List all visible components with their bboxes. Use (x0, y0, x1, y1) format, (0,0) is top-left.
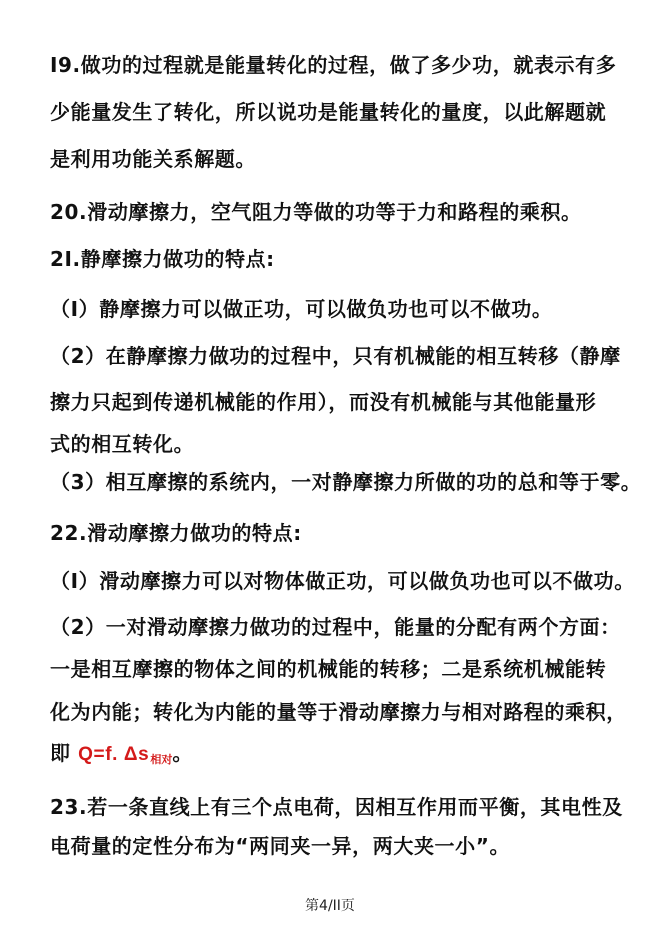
formula-suffix: 。 (172, 741, 193, 765)
text-line: 22.滑动摩擦力做功的特点: (50, 521, 302, 545)
formula-text: Q=f. Δs (78, 744, 150, 765)
text-line: 电荷量的定性分布为“两同夹一异，两大夹一小”。 (50, 834, 511, 858)
text-line: 一是相互摩擦的物体之间的机械能的转移；二是系统机械能转 (50, 657, 607, 681)
text-line: 擦力只起到传递机械能的作用），而没有机械能与其他能量形 (50, 390, 597, 414)
formula-line (50, 740, 193, 773)
text-line: 20.滑动摩擦力，空气阻力等做的功等于力和路程的乘积。 (50, 200, 582, 224)
text-line: （3）相互摩擦的系统内，一对静摩擦力所做的功的总和等于零。 (50, 470, 642, 494)
formula-prefix: 即 (50, 741, 79, 765)
text-line: 式的相互转化。 (50, 432, 195, 456)
text-line: 少能量发生了转化，所以说功是能量转化的量度，以此解题就 (50, 100, 607, 124)
text-line: 2I.静摩擦力做功的特点: (50, 247, 275, 271)
text-line: （I）静摩擦力可以做正功，可以做负功也可以不做功。 (50, 297, 553, 321)
text-line: 是利用功能关系解题。 (50, 147, 256, 171)
text-line: （I）滑动摩擦力可以对物体做正功，可以做负功也可以不做功。 (50, 569, 635, 593)
text-line: 化为内能；转化为内能的量等于滑动摩擦力与相对路程的乘积， (50, 700, 627, 724)
text-line: 23.若一条直线上有三个点电荷，因相互作用而平衡，其电性及 (50, 795, 623, 819)
text-line: I9.做功的过程就是能量转化的过程，做了多少功，就表示有多 (50, 53, 617, 77)
text-line: （2）在静摩擦力做功的过程中，只有机械能的相互转移（静摩 (50, 344, 621, 368)
page-number: 第4/II页 (305, 898, 355, 914)
formula-subscript: 相对 (150, 753, 173, 766)
text-line: （2）一对滑动摩擦力做功的过程中，能量的分配有两个方面： (50, 615, 621, 639)
